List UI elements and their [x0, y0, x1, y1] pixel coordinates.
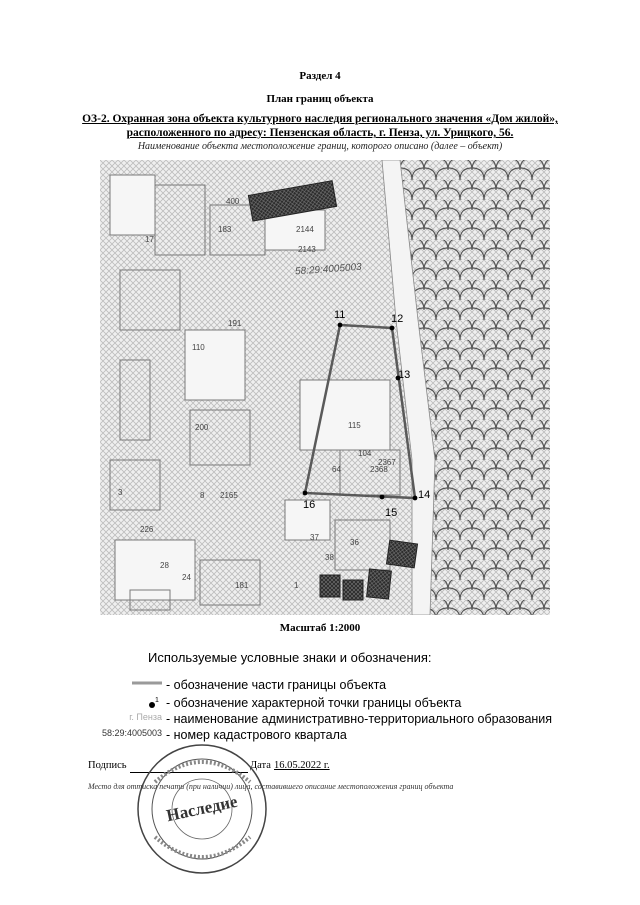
boundary-point-icon [148, 696, 162, 712]
parcel-label: 8 [200, 491, 205, 500]
parcel-label: 1 [294, 581, 299, 590]
parcel-label: 17 [145, 235, 154, 244]
legend-text: - номер кадастрового квартала [166, 728, 347, 742]
parcel-label: 181 [235, 581, 249, 590]
parcel-label: 110 [192, 343, 205, 352]
parcel-label: 226 [140, 525, 154, 534]
boundary-point-12 [390, 326, 395, 331]
svg-text:Наследие: Наследие [164, 791, 240, 826]
date-value: 16.05.2022 г. [274, 760, 330, 771]
boundary-plan-map [100, 160, 550, 615]
parcel-label: 191 [228, 319, 242, 328]
object-name-line2: расположенного по адресу: Пензенская область, г. Пенза, ул. Урицкого, 56. [126, 127, 514, 139]
plan-title: План границ объекта [266, 93, 374, 105]
legend-text: - обозначение части границы объекта [166, 678, 387, 692]
legend-item-cadastral [0, 728, 640, 744]
parcel-label: 183 [218, 225, 232, 234]
admin-unit-sample: г. Пенза [129, 712, 162, 722]
parcel-label: 2144 [296, 225, 314, 234]
parcel-label: 38 [325, 553, 334, 562]
legend-item-boundary [0, 678, 640, 694]
point-label-13: 13 [398, 369, 411, 381]
point-label-14: 14 [418, 489, 431, 501]
point-label-15: 15 [385, 507, 398, 519]
point-label-12: 12 [391, 313, 404, 325]
map-scale: Масштаб 1:2000 [279, 622, 361, 634]
boundary-point-16 [303, 491, 308, 496]
boundary-point-11 [338, 323, 343, 328]
parcel-label: 2368 [370, 465, 388, 474]
date-label: Дата [250, 760, 271, 771]
parcel-label: 2367 [378, 458, 396, 467]
boundary-point-14 [413, 496, 418, 501]
object-caption: Наименование объекта местоположение границ, которого описано (далее – объект) [137, 141, 503, 152]
parcel-label: 37 [310, 533, 319, 542]
legend-item-point [0, 696, 640, 712]
legend-text: - наименование административно-территориального образования [166, 712, 553, 726]
seal-stamp [135, 742, 270, 877]
object-name-line1: ОЗ-2. Охранная зона объекта культурного наследия регионального значения «Дом жилой», [82, 113, 558, 125]
parcel-label: 2143 [298, 245, 316, 254]
legend-title: Используемые условные знаки и обозначения: [148, 650, 432, 665]
parcel-label: 2165 [220, 491, 238, 500]
parcel-label: 400 [226, 197, 240, 206]
parcel-label: 200 [195, 423, 209, 432]
signature-label: Подпись [88, 760, 127, 771]
boundary-line-icon [132, 678, 162, 694]
parcel-label: 28 [160, 561, 169, 570]
svg-text:1: 1 [155, 697, 159, 704]
parcel-label: 64 [332, 465, 341, 474]
parcel-label: 104 [358, 449, 372, 458]
parcel-label: 115 [348, 421, 361, 430]
point-label-11: 11 [334, 309, 346, 321]
point-label-16: 16 [303, 499, 316, 511]
section-title: Раздел 4 [299, 70, 341, 82]
cadastral-sample: 58:29:4005003 [101, 728, 162, 738]
parcel-label: 24 [182, 573, 191, 582]
cadastral-quarter-label: 58:29:4005003 [294, 261, 363, 278]
parcel-label: 36 [350, 538, 359, 547]
legend-text: - обозначение характерной точки границы объекта [166, 696, 462, 710]
boundary-point-15 [380, 495, 385, 500]
legend-item-admin-unit [0, 712, 640, 728]
parcel-label: 3 [118, 488, 123, 497]
seal-caption: Место для оттиска печати (при наличии) лица, составившего описание местоположения границ объекта [88, 782, 454, 791]
